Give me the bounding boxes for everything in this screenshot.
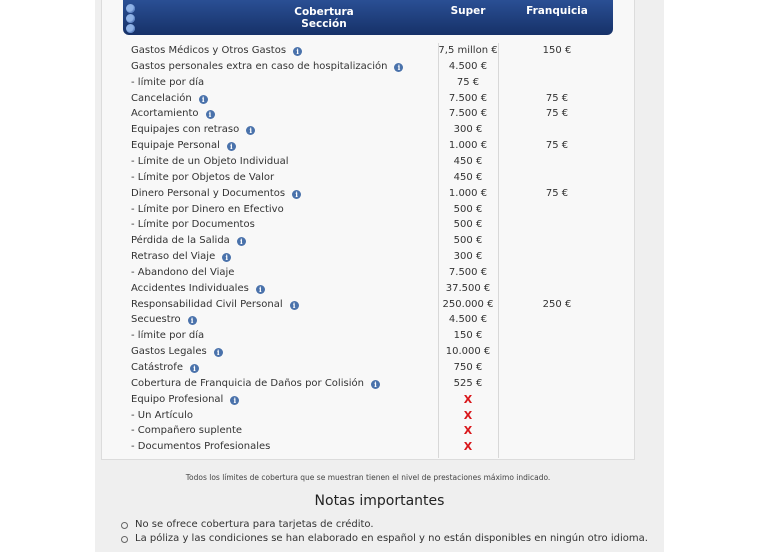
coverage-label-text: - Documentos Profesionales — [131, 441, 271, 453]
coverage-label — [131, 376, 380, 392]
super-value: 150 € — [453, 330, 483, 342]
coverage-row — [0, 312, 768, 328]
franquicia-value: 75 € — [545, 140, 569, 152]
coverage-label-text: Gastos personales extra en caso de hospitalización — [131, 60, 388, 72]
coverage-label-text: Retraso del Viaje — [131, 251, 216, 263]
not-covered-icon: X — [463, 392, 473, 406]
coverage-label-text: Cancelación — [131, 92, 192, 104]
header-dot — [126, 14, 135, 23]
coverage-row — [0, 408, 768, 424]
super-value: 1.000 € — [448, 187, 488, 199]
franquicia-value: 75 € — [545, 187, 569, 199]
super-value: 4.500 € — [448, 314, 488, 326]
coverage-label — [131, 43, 302, 59]
coverage-label-text: Catástrofe — [131, 362, 183, 373]
coverage-row — [0, 202, 768, 218]
coverage-label — [131, 91, 208, 107]
super-value: 500 € — [453, 219, 483, 231]
coverage-label — [131, 265, 234, 281]
coverage-label — [131, 328, 204, 344]
coverage-row — [0, 233, 768, 249]
not-covered-icon: X — [463, 424, 473, 438]
super-value: 250.000 € — [442, 298, 494, 310]
coverage-label-text: Equipo Profesional — [131, 393, 224, 405]
coverage-label-text: - Límite por Objetos de Valor — [131, 171, 275, 183]
coverage-label-text: - Límite de un Objeto Individual — [131, 155, 289, 167]
coverage-row — [0, 376, 768, 392]
info-icon[interactable]: i — [222, 253, 231, 262]
coverage-row — [0, 170, 768, 186]
coverage-row — [0, 106, 768, 122]
header-franquicia-column: Franquicia — [526, 4, 588, 17]
coverage-row — [0, 154, 768, 170]
coverage-label — [131, 297, 299, 313]
super-value: 500 € — [453, 235, 483, 247]
info-icon[interactable]: i — [290, 301, 299, 310]
info-icon[interactable]: i — [371, 380, 380, 389]
coverage-label-text: Cobertura de Franquicia de Daños por Colisión — [131, 377, 364, 389]
coverage-label — [131, 154, 289, 170]
super-value: 450 € — [453, 155, 483, 167]
header-dot — [126, 24, 135, 33]
coverage-label-text: - límite por día — [131, 330, 205, 342]
coverage-label — [131, 217, 255, 233]
coverage-label — [131, 360, 199, 376]
super-value: 1.000 € — [448, 140, 488, 152]
notes-title: Notas importantes — [314, 493, 445, 509]
coverage-label-text: Secuestro — [131, 314, 181, 326]
franquicia-value: 250 € — [542, 298, 572, 310]
super-value: 7.500 € — [448, 92, 488, 104]
coverage-label-text: Gastos Médicos y Otros Gastos — [131, 45, 287, 56]
coverage-label-text: Equipaje Personal — [131, 140, 220, 152]
info-icon[interactable]: i — [230, 396, 239, 405]
coverage-row — [0, 344, 768, 360]
coverage-label-text: Equipajes con retraso — [131, 124, 240, 136]
notes-item: No se ofrece cobertura para tarjetas de crédito. — [121, 518, 648, 532]
super-value: 10.000 € — [445, 346, 491, 358]
coverage-label-text: - Abandono del Viaje — [131, 266, 235, 278]
super-value: 750 € — [453, 362, 483, 373]
coverage-row — [0, 297, 768, 313]
coverage-label-text: Gastos Legales — [131, 346, 207, 358]
coverage-row — [0, 75, 768, 91]
coverage-label — [131, 59, 403, 75]
coverage-label-text: - límite por día — [131, 76, 205, 88]
notes-list — [121, 518, 648, 546]
super-value: 75 € — [456, 76, 480, 88]
coverage-label — [131, 249, 231, 265]
not-covered-icon: X — [463, 440, 473, 454]
header-section-line2: Sección — [301, 17, 347, 30]
coverage-label — [131, 344, 223, 360]
coverage-label-text: - Límite por Documentos — [131, 219, 255, 231]
coverage-label — [131, 312, 197, 328]
coverage-label — [131, 233, 246, 249]
coverage-row — [0, 43, 768, 59]
coverage-label — [131, 138, 236, 154]
coverage-label-text: Responsabilidad Civil Personal — [131, 298, 283, 310]
coverage-row — [0, 59, 768, 75]
header-decoration-dots — [126, 0, 136, 35]
not-covered-icon: X — [463, 408, 473, 422]
super-value: 7.500 € — [448, 108, 488, 120]
super-value: 525 € — [453, 377, 483, 389]
header-section-column — [273, 0, 375, 35]
info-icon[interactable]: i — [199, 95, 208, 104]
info-icon[interactable]: i — [237, 237, 246, 246]
coverage-label — [131, 281, 265, 297]
coverage-label-text: - Límite por Dinero en Efectivo — [131, 203, 284, 215]
coverage-row — [0, 249, 768, 265]
header-section-line1: Cobertura — [294, 5, 354, 18]
coverage-label — [131, 186, 301, 202]
coverage-row — [0, 217, 768, 233]
coverage-label — [131, 122, 255, 138]
coverage-label-text: Accidentes Individuales — [131, 282, 249, 294]
info-icon[interactable]: i — [206, 110, 215, 119]
coverage-label — [131, 202, 284, 218]
header-dot — [126, 4, 135, 13]
coverage-label-text: Dinero Personal y Documentos — [131, 187, 286, 199]
super-value: 7,5 millon € — [438, 45, 498, 56]
coverage-row — [0, 281, 768, 297]
coverage-row — [0, 186, 768, 202]
coverage-row — [0, 360, 768, 376]
coverage-label — [131, 423, 242, 439]
coverage-label — [131, 75, 204, 91]
coverage-footnote: Todos los límites de cobertura que se muestran tienen el nivel de prestaciones máximo indicado. — [185, 473, 551, 482]
coverage-row — [0, 138, 768, 154]
info-icon[interactable]: i — [292, 190, 301, 199]
franquicia-value: 75 € — [545, 108, 569, 120]
info-icon[interactable]: i — [214, 348, 223, 357]
coverage-row — [0, 328, 768, 344]
coverage-label-text: - Un Artículo — [131, 409, 194, 421]
coverage-row — [0, 423, 768, 439]
info-icon[interactable]: i — [293, 47, 302, 56]
coverage-row — [0, 392, 768, 408]
coverage-label — [131, 439, 270, 455]
coverage-table-header — [123, 0, 613, 35]
coverage-label — [131, 170, 274, 186]
info-icon[interactable]: i — [256, 285, 265, 294]
super-value: 7.500 € — [448, 266, 488, 278]
coverage-row — [0, 265, 768, 281]
coverage-label-text: - Compañero suplente — [131, 425, 243, 437]
super-value: 300 € — [453, 124, 483, 136]
header-super-column: Super — [450, 4, 486, 17]
coverage-row — [0, 439, 768, 455]
coverage-row — [0, 91, 768, 107]
super-value: 37.500 € — [445, 282, 491, 294]
notes-item: La póliza y las condiciones se han elaborado en español y no están disponibles en ningún otro idioma. — [121, 532, 648, 546]
coverage-label — [131, 392, 239, 408]
info-icon[interactable]: i — [227, 142, 236, 151]
info-icon[interactable]: i — [190, 364, 199, 373]
franquicia-value: 150 € — [542, 45, 572, 56]
super-value: 300 € — [453, 251, 483, 263]
super-value: 4.500 € — [448, 60, 488, 72]
info-icon[interactable]: i — [394, 63, 403, 72]
coverage-label-text: Acortamiento — [131, 108, 199, 120]
coverage-row — [0, 122, 768, 138]
coverage-label — [131, 408, 193, 424]
coverage-label — [131, 106, 215, 122]
info-icon[interactable]: i — [246, 126, 255, 135]
coverage-label-text: Pérdida de la Salida — [131, 235, 230, 247]
super-value: 500 € — [453, 203, 483, 215]
super-value: 450 € — [453, 171, 483, 183]
info-icon[interactable]: i — [188, 316, 197, 325]
franquicia-value: 75 € — [545, 92, 569, 104]
